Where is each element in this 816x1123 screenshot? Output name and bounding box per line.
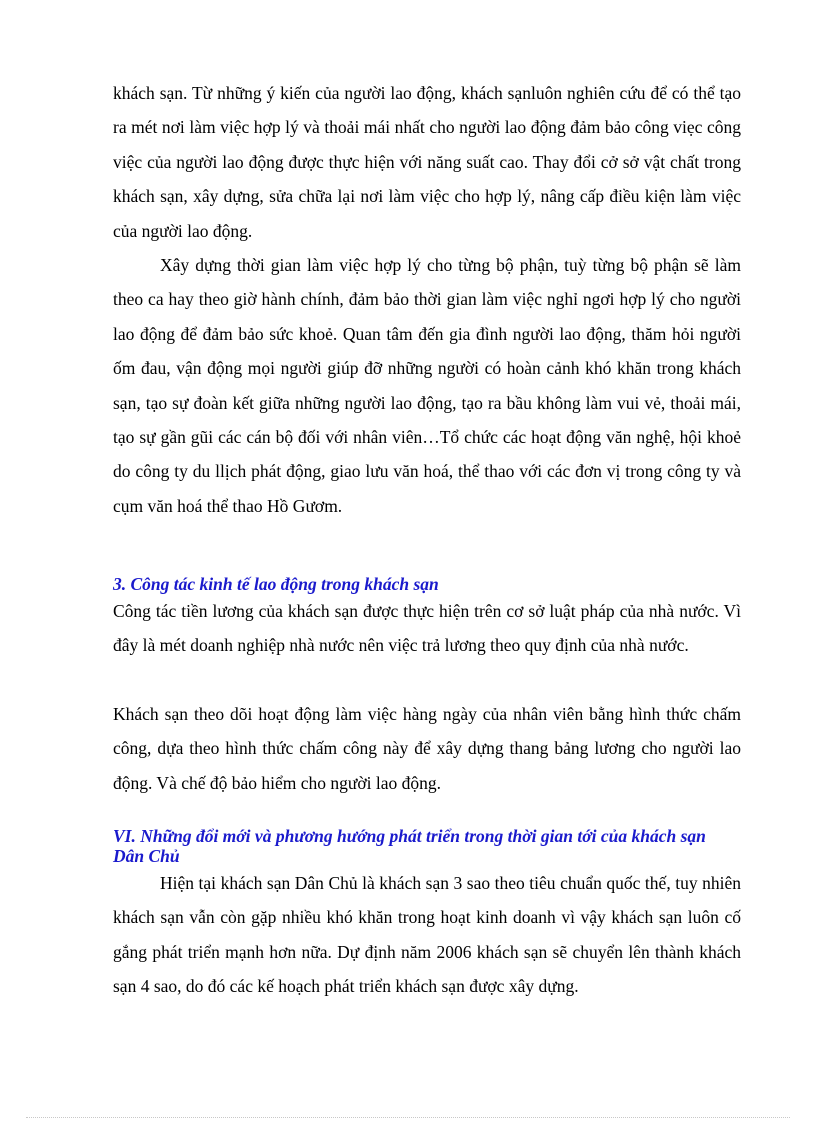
paragraph-salary: Công tác tiền lương của khách sạn được thực hiện trên cơ sở luật pháp của nhà nước. Vì đây là mét doanh nghiệp nhà nước nên việc trả lương theo quy định của nhà nước. <box>113 601 741 656</box>
paragraph-timekeeping: Khách sạn theo dõi hoạt động làm việc hàng ngày của nhân viên bằng hình thức chấm công, dựa theo hình thức chấm công này để xây dựng thang bảng lương cho người lao động. Và chế độ bảo hiểm cho người lao động. <box>113 704 741 793</box>
paragraph-hotel-future: Hiện tại khách sạn Dân Chủ là khách sạn 3 sao theo tiêu chuẩn quốc thế, tuy nhiên khách sạn vẫn còn gặp nhiều khó khăn trong hoạt kinh doanh vì vậy khách sạn luôn cố gắng phát triển mạnh hơn nữa. Dự định năm 2006 khách sạn sẽ chuyển lên thành khách sạn 4 sao, do đó các kế hoạch phát triển khách sạn được xây dựng. <box>113 873 741 997</box>
section-heading-labor-economics: 3. Công tác kinh tế lao động trong khách sạn <box>113 574 439 594</box>
paragraph-working-time: Xây dựng thời gian làm việc hợp lý cho từng bộ phận, tuỳ từng bộ phận sẽ làm theo ca hay theo giờ hành chính, đảm bảo thời gian làm việc nghỉ ngơi hợp lý cho người lao động để đảm bảo sức khoẻ. Quan tâm đến gia đình người lao động, thăm hỏi người ốm đau, vận động mọi người giúp đỡ những người có hoàn cảnh khó khăn trong khách sạn, tạo sự đoàn kết giữa những người lao động, tạo ra bầu không làm vui vẻ, thoải mái, tạo sự gần gũi các cán bộ đối với nhân viên…Tổ chức các hoạt động văn nghệ, hội khoẻ do công ty du llịch phát động, giao lưu văn hoá, thể thao với các đơn vị trong công ty và cụm văn hoá thể thao Hồ Gươm. <box>113 255 741 516</box>
footer-dotted-rule <box>26 1117 790 1118</box>
paragraph-working-conditions: khách sạn. Từ những ý kiến của người lao động, khách sạnluôn nghiên cứu để có thể tạo ra mét nơi làm việc hợp lý và thoải mái nhất cho người lao động đảm bảo công viẹc công việc của người lao động được thực hiện với năng suất cao. Thay đổi cở sở vật chất trong khách sạn, xây dựng, sửa chữa lại nơi làm việc cho hợp lý, nâng cấp điều kiện làm việc của người lao động. <box>113 83 741 241</box>
section-heading-development-direction: VI. Những đổi mới và phương hướng phát triển trong thời gian tới của khách sạn Dân Chủ <box>113 826 706 866</box>
